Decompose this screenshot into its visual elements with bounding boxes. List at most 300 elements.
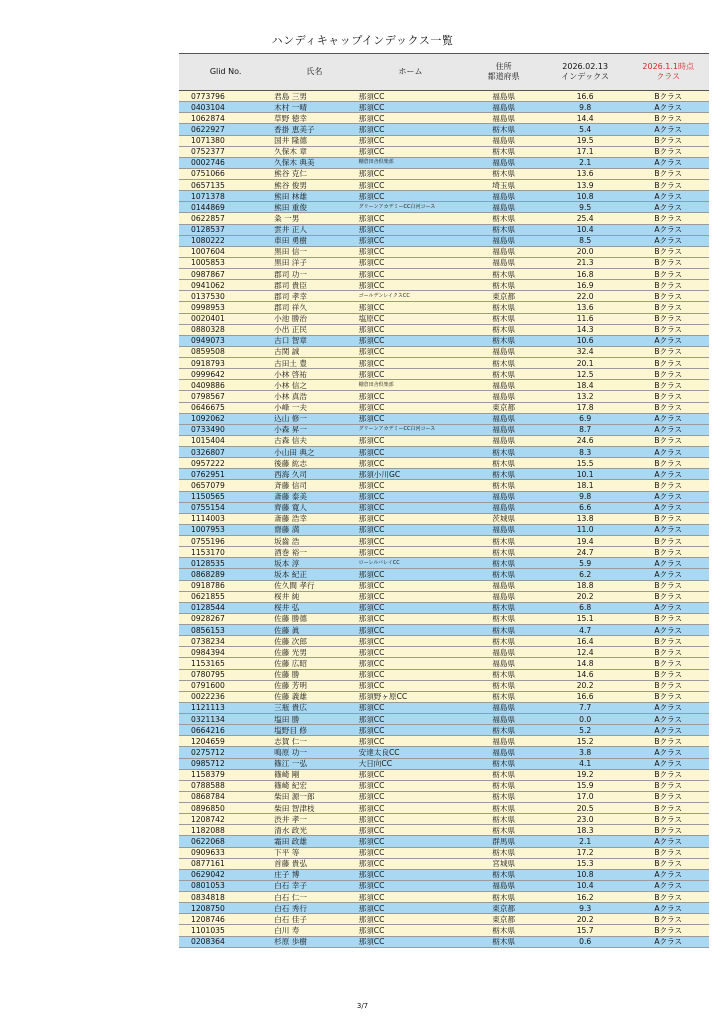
prefecture-cell: 栃木県: [464, 458, 543, 469]
prefecture-cell: 埼玉県: [464, 180, 543, 191]
table-row: [179, 524, 709, 535]
index-cell: 5.9: [543, 558, 627, 569]
class-cell: Bクラス: [627, 146, 709, 157]
name-cell: 熊田 重俊: [272, 202, 356, 213]
home-cell: 那須CC: [357, 714, 465, 725]
class-cell: Bクラス: [627, 780, 709, 791]
index-cell: 10.4: [543, 224, 627, 235]
table-row: [179, 602, 709, 613]
glid-cell: 0020401: [179, 313, 272, 324]
glid-cell: 1182088: [179, 825, 272, 836]
prefecture-cell: 栃木県: [464, 780, 543, 791]
name-cell: 柴田 源一郎: [272, 791, 356, 802]
prefecture-cell: 福島県: [464, 391, 543, 402]
name-cell: 黒田 信一: [272, 246, 356, 257]
home-cell: 那須CC: [357, 346, 465, 357]
prefecture-cell: 栃木県: [464, 769, 543, 780]
home-cell: 那須CC: [357, 769, 465, 780]
home-cell: 那須CC: [357, 447, 465, 458]
table-row: [179, 736, 709, 747]
table-row: [179, 547, 709, 558]
name-cell: 佐久間 孝行: [272, 580, 356, 591]
table-row: [179, 491, 709, 502]
index-cell: 20.2: [543, 914, 627, 925]
home-cell: 那須CC: [357, 936, 465, 947]
table-row: [179, 669, 709, 680]
class-cell: Aクラス: [627, 447, 709, 458]
table-row: [179, 191, 709, 202]
glid-cell: 1153170: [179, 547, 272, 558]
glid-cell: 0657135: [179, 180, 272, 191]
glid-cell: 1208742: [179, 814, 272, 825]
prefecture-cell: 福島県: [464, 580, 543, 591]
index-cell: 10.8: [543, 869, 627, 880]
glid-cell: 0941062: [179, 280, 272, 291]
class-cell: Bクラス: [627, 402, 709, 413]
index-cell: 14.6: [543, 669, 627, 680]
home-cell: 那須CC: [357, 636, 465, 647]
index-cell: 13.6: [543, 168, 627, 179]
glid-cell: 1071380: [179, 135, 272, 146]
table-row: [179, 580, 709, 591]
index-cell: 15.9: [543, 780, 627, 791]
home-cell: 那須CC: [357, 658, 465, 669]
glid-cell: 0128537: [179, 224, 272, 235]
table-row: [179, 714, 709, 725]
index-cell: 14.4: [543, 113, 627, 124]
class-cell: Aクラス: [627, 602, 709, 613]
glid-cell: 1007604: [179, 246, 272, 257]
class-cell: Aクラス: [627, 335, 709, 346]
prefecture-cell: 栃木県: [464, 925, 543, 936]
prefecture-cell: 栃木県: [464, 814, 543, 825]
class-cell: Aクラス: [627, 224, 709, 235]
home-cell: グリーンアカデミーCC白河コース: [357, 424, 465, 435]
prefecture-cell: 福島県: [464, 424, 543, 435]
glid-cell: 0629042: [179, 869, 272, 880]
prefecture-cell: 東京都: [464, 903, 543, 914]
name-cell: 古森 信夫: [272, 435, 356, 446]
prefecture-cell: 栃木県: [464, 847, 543, 858]
index-cell: 16.6: [543, 91, 627, 102]
class-cell: Bクラス: [627, 847, 709, 858]
prefecture-cell: 栃木県: [464, 168, 543, 179]
table-row: [179, 725, 709, 736]
index-cell: 20.2: [543, 680, 627, 691]
name-cell: 香掛 恵美子: [272, 124, 356, 135]
table-row: [179, 424, 709, 435]
glid-cell: 0834818: [179, 892, 272, 903]
glid-cell: 0868289: [179, 569, 272, 580]
name-cell: 篠崎 剛: [272, 769, 356, 780]
glid-cell: 0780795: [179, 669, 272, 680]
glid-cell: 0998953: [179, 302, 272, 313]
class-cell: Bクラス: [627, 269, 709, 280]
glid-cell: 0409886: [179, 380, 272, 391]
home-cell: 那須CC: [357, 803, 465, 814]
class-cell: Aクラス: [627, 524, 709, 535]
table-row: [179, 914, 709, 925]
prefecture-cell: 福島県: [464, 702, 543, 713]
home-cell: 大日向CC: [357, 758, 465, 769]
prefecture-cell: 福島県: [464, 435, 543, 446]
index-cell: 20.1: [543, 358, 627, 369]
header-class-label: クラス: [656, 72, 681, 81]
prefecture-cell: 福島県: [464, 91, 543, 102]
class-cell: Bクラス: [627, 291, 709, 302]
index-cell: 0.0: [543, 714, 627, 725]
name-cell: 小林 啓祐: [272, 369, 356, 380]
home-cell: 那須CC: [357, 680, 465, 691]
name-cell: 小峰 一夫: [272, 402, 356, 413]
prefecture-cell: 栃木県: [464, 313, 543, 324]
class-cell: Aクラス: [627, 702, 709, 713]
prefecture-cell: 福島県: [464, 747, 543, 758]
name-cell: 篠崎 紀宏: [272, 780, 356, 791]
name-cell: 郡司 貴臣: [272, 280, 356, 291]
class-cell: Aクラス: [627, 936, 709, 947]
prefecture-cell: 福島県: [464, 491, 543, 502]
prefecture-cell: 栃木県: [464, 224, 543, 235]
index-cell: 13.9: [543, 180, 627, 191]
name-cell: 佐藤 次郎: [272, 636, 356, 647]
glid-cell: 0275712: [179, 747, 272, 758]
prefecture-cell: 福島県: [464, 235, 543, 246]
glid-cell: 0646675: [179, 402, 272, 413]
name-cell: 黒田 洋子: [272, 257, 356, 268]
index-cell: 18.3: [543, 825, 627, 836]
prefecture-cell: 栃木県: [464, 758, 543, 769]
index-cell: 6.8: [543, 602, 627, 613]
home-cell: ローレルバレイCC: [357, 558, 465, 569]
class-cell: Bクラス: [627, 257, 709, 268]
home-cell: 那須CC: [357, 113, 465, 124]
home-cell: 那須CC: [357, 358, 465, 369]
home-cell: 那須CC: [357, 513, 465, 524]
glid-cell: 0208364: [179, 936, 272, 947]
index-cell: 20.5: [543, 803, 627, 814]
name-cell: 小森 昇一: [272, 424, 356, 435]
prefecture-cell: 栃木県: [464, 369, 543, 380]
index-cell: 9.8: [543, 491, 627, 502]
table-row: [179, 591, 709, 602]
home-cell: 那須CC: [357, 324, 465, 335]
home-cell: 那須CC: [357, 536, 465, 547]
class-cell: Bクラス: [627, 647, 709, 658]
index-cell: 10.8: [543, 191, 627, 202]
index-cell: 16.9: [543, 280, 627, 291]
glid-cell: 0144869: [179, 202, 272, 213]
home-cell: 那須CC: [357, 391, 465, 402]
glid-cell: 1007953: [179, 524, 272, 535]
name-cell: 塩野目 修: [272, 725, 356, 736]
prefecture-cell: 福島県: [464, 736, 543, 747]
class-cell: Aクラス: [627, 102, 709, 113]
glid-cell: 1121113: [179, 702, 272, 713]
name-cell: 斉藤 信司: [272, 480, 356, 491]
table-row: [179, 124, 709, 135]
index-cell: 17.2: [543, 847, 627, 858]
page-title: ハンディキャップインデックス一覧: [271, 34, 454, 47]
name-cell: 小山田 典之: [272, 447, 356, 458]
class-cell: Bクラス: [627, 324, 709, 335]
class-cell: Bクラス: [627, 547, 709, 558]
home-cell: 那須小川GC: [357, 469, 465, 480]
table-row: [179, 257, 709, 268]
glid-cell: 0868784: [179, 791, 272, 802]
name-cell: 車田 勇樹: [272, 235, 356, 246]
index-cell: 20.2: [543, 591, 627, 602]
header-class-date: 2026.1.1時点: [642, 62, 695, 71]
index-cell: 18.8: [543, 580, 627, 591]
prefecture-cell: 福島県: [464, 135, 543, 146]
index-cell: 18.4: [543, 380, 627, 391]
home-cell: 那須CC: [357, 413, 465, 424]
table-row: [179, 780, 709, 791]
index-cell: 13.6: [543, 302, 627, 313]
class-cell: Aクラス: [627, 413, 709, 424]
table-row: [179, 135, 709, 146]
name-cell: 柴田 智津枝: [272, 803, 356, 814]
index-cell: 16.2: [543, 892, 627, 903]
table-row: [179, 869, 709, 880]
home-cell: 那須CC: [357, 280, 465, 291]
prefecture-cell: 栃木県: [464, 280, 543, 291]
class-cell: Bクラス: [627, 435, 709, 446]
name-cell: 桜井 弘: [272, 602, 356, 613]
prefecture-cell: 福島県: [464, 413, 543, 424]
glid-cell: 0957222: [179, 458, 272, 469]
class-cell: Aクラス: [627, 202, 709, 213]
class-cell: Bクラス: [627, 369, 709, 380]
prefecture-cell: 栃木県: [464, 302, 543, 313]
home-cell: 那須CC: [357, 180, 465, 191]
index-cell: 2.1: [543, 836, 627, 847]
home-cell: 那須CC: [357, 580, 465, 591]
header-prefecture: [464, 54, 543, 91]
name-cell: 佐藤 光男: [272, 647, 356, 658]
home-cell: 那須CC: [357, 625, 465, 636]
class-cell: Aクラス: [627, 424, 709, 435]
name-cell: 粂 一男: [272, 213, 356, 224]
glid-cell: 1150565: [179, 491, 272, 502]
prefecture-cell: 福島県: [464, 102, 543, 113]
home-cell: 那須CC: [357, 702, 465, 713]
table-row: [179, 702, 709, 713]
class-cell: Bクラス: [627, 380, 709, 391]
name-cell: 渋井 孝一: [272, 814, 356, 825]
glid-cell: 0773796: [179, 91, 272, 102]
glid-cell: 1158379: [179, 769, 272, 780]
prefecture-cell: 福島県: [464, 346, 543, 357]
index-cell: 9.5: [543, 202, 627, 213]
table-row: [179, 680, 709, 691]
table-row: [179, 180, 709, 191]
prefecture-cell: 栃木県: [464, 669, 543, 680]
prefecture-cell: 栃木県: [464, 547, 543, 558]
glid-cell: 1080222: [179, 235, 272, 246]
index-cell: 7.7: [543, 702, 627, 713]
table-row: [179, 346, 709, 357]
name-cell: 久保木 典美: [272, 157, 356, 168]
handicap-table: [179, 53, 709, 948]
glid-cell: 0755196: [179, 536, 272, 547]
home-cell: 那須CC: [357, 791, 465, 802]
index-cell: 18.1: [543, 480, 627, 491]
home-cell: 那須CC: [357, 146, 465, 157]
header-index-label: インデックス: [561, 72, 610, 81]
prefecture-cell: 福島県: [464, 880, 543, 891]
table-row: [179, 402, 709, 413]
home-cell: 棚倉田舎倶楽部: [357, 157, 465, 168]
table-row: [179, 858, 709, 869]
table-row: [179, 157, 709, 168]
index-cell: 17.8: [543, 402, 627, 413]
table-row: [179, 102, 709, 113]
prefecture-cell: 福島県: [464, 191, 543, 202]
name-cell: 郡司 祥久: [272, 302, 356, 313]
table-row: [179, 758, 709, 769]
glid-cell: 1114003: [179, 513, 272, 524]
prefecture-cell: 栃木県: [464, 892, 543, 903]
glid-cell: 0896850: [179, 803, 272, 814]
glid-cell: 0788588: [179, 780, 272, 791]
index-cell: 10.4: [543, 880, 627, 891]
header-name: 氏名: [272, 54, 356, 91]
prefecture-cell: 群馬県: [464, 836, 543, 847]
glid-cell: 0664216: [179, 725, 272, 736]
table-row: [179, 513, 709, 524]
name-cell: 志賀 仁一: [272, 736, 356, 747]
home-cell: 那須CC: [357, 458, 465, 469]
home-cell: 那須CC: [357, 914, 465, 925]
prefecture-cell: 栃木県: [464, 124, 543, 135]
name-cell: 桜井 純: [272, 591, 356, 602]
glid-cell: 1153165: [179, 658, 272, 669]
glid-cell: 1208750: [179, 903, 272, 914]
header-index-date: 2026.02.13: [562, 62, 609, 71]
class-cell: Bクラス: [627, 580, 709, 591]
home-cell: 那須CC: [357, 135, 465, 146]
name-cell: 郡司 孝幸: [272, 291, 356, 302]
home-cell: 那須CC: [357, 213, 465, 224]
index-cell: 4.1: [543, 758, 627, 769]
prefecture-cell: 福島県: [464, 257, 543, 268]
name-cell: 白川 寿: [272, 925, 356, 936]
index-cell: 13.8: [543, 513, 627, 524]
name-cell: 熊田 林雄: [272, 191, 356, 202]
header-pref-line2: 都道府県: [487, 72, 520, 81]
table-row: [179, 903, 709, 914]
table-row: [179, 658, 709, 669]
prefecture-cell: 栃木県: [464, 358, 543, 369]
glid-cell: 0128535: [179, 558, 272, 569]
glid-cell: 0859508: [179, 346, 272, 357]
name-cell: 古口 智章: [272, 335, 356, 346]
table-row: [179, 880, 709, 891]
glid-cell: 0621855: [179, 591, 272, 602]
glid-cell: 0751066: [179, 168, 272, 179]
index-cell: 19.5: [543, 135, 627, 146]
name-cell: 古田土 豊: [272, 358, 356, 369]
home-cell: 那須CC: [357, 869, 465, 880]
class-cell: Aクラス: [627, 758, 709, 769]
class-cell: Bクラス: [627, 658, 709, 669]
index-cell: 6.9: [543, 413, 627, 424]
prefecture-cell: 福島県: [464, 714, 543, 725]
name-cell: 霜田 政雄: [272, 836, 356, 847]
name-cell: 佐藤 広昭: [272, 658, 356, 669]
table-row: [179, 224, 709, 235]
index-cell: 15.7: [543, 925, 627, 936]
name-cell: 鳴原 功一: [272, 747, 356, 758]
name-cell: 西海 久司: [272, 469, 356, 480]
home-cell: 那須CC: [357, 847, 465, 858]
home-cell: 那須CC: [357, 235, 465, 246]
name-cell: 込山 修一: [272, 413, 356, 424]
name-cell: 酒巻 裕一: [272, 547, 356, 558]
name-cell: 白石 幸子: [272, 880, 356, 891]
class-cell: Bクラス: [627, 803, 709, 814]
glid-cell: 0738234: [179, 636, 272, 647]
glid-cell: 0856153: [179, 625, 272, 636]
glid-cell: 1071378: [179, 191, 272, 202]
name-cell: 下平 等: [272, 847, 356, 858]
prefecture-cell: 栃木県: [464, 625, 543, 636]
prefecture-cell: 福島県: [464, 246, 543, 257]
glid-cell: 0622068: [179, 836, 272, 847]
class-cell: Aクラス: [627, 569, 709, 580]
index-cell: 0.6: [543, 936, 627, 947]
table-row: [179, 113, 709, 124]
name-cell: 小林 真浩: [272, 391, 356, 402]
name-cell: 庄子 博: [272, 869, 356, 880]
table-row: [179, 380, 709, 391]
prefecture-cell: 栃木県: [464, 636, 543, 647]
glid-cell: 0791600: [179, 680, 272, 691]
class-cell: Aクラス: [627, 747, 709, 758]
table-row: [179, 146, 709, 157]
name-cell: 熊谷 俊男: [272, 180, 356, 191]
home-cell: 那須CC: [357, 369, 465, 380]
class-cell: Aクラス: [627, 491, 709, 502]
table-row: [179, 313, 709, 324]
index-cell: 17.0: [543, 791, 627, 802]
table-row: [179, 480, 709, 491]
index-cell: 15.2: [543, 736, 627, 747]
prefecture-cell: 栃木県: [464, 869, 543, 880]
name-cell: 白石 秀行: [272, 903, 356, 914]
name-cell: 斎藤 浩幸: [272, 513, 356, 524]
glid-cell: 0918793: [179, 358, 272, 369]
glid-cell: 0002746: [179, 157, 272, 168]
home-cell: 那須CC: [357, 191, 465, 202]
table-row: [179, 235, 709, 246]
table-row: [179, 769, 709, 780]
name-cell: 雲井 正人: [272, 224, 356, 235]
index-cell: 19.4: [543, 536, 627, 547]
glid-cell: 0137530: [179, 291, 272, 302]
prefecture-cell: 福島県: [464, 502, 543, 513]
prefecture-cell: 福島県: [464, 380, 543, 391]
glid-cell: 0762951: [179, 469, 272, 480]
table-row: [179, 691, 709, 702]
name-cell: 郡司 功一: [272, 269, 356, 280]
class-cell: Bクラス: [627, 892, 709, 903]
class-cell: Aクラス: [627, 625, 709, 636]
table-row: [179, 324, 709, 335]
table-row: [179, 536, 709, 547]
